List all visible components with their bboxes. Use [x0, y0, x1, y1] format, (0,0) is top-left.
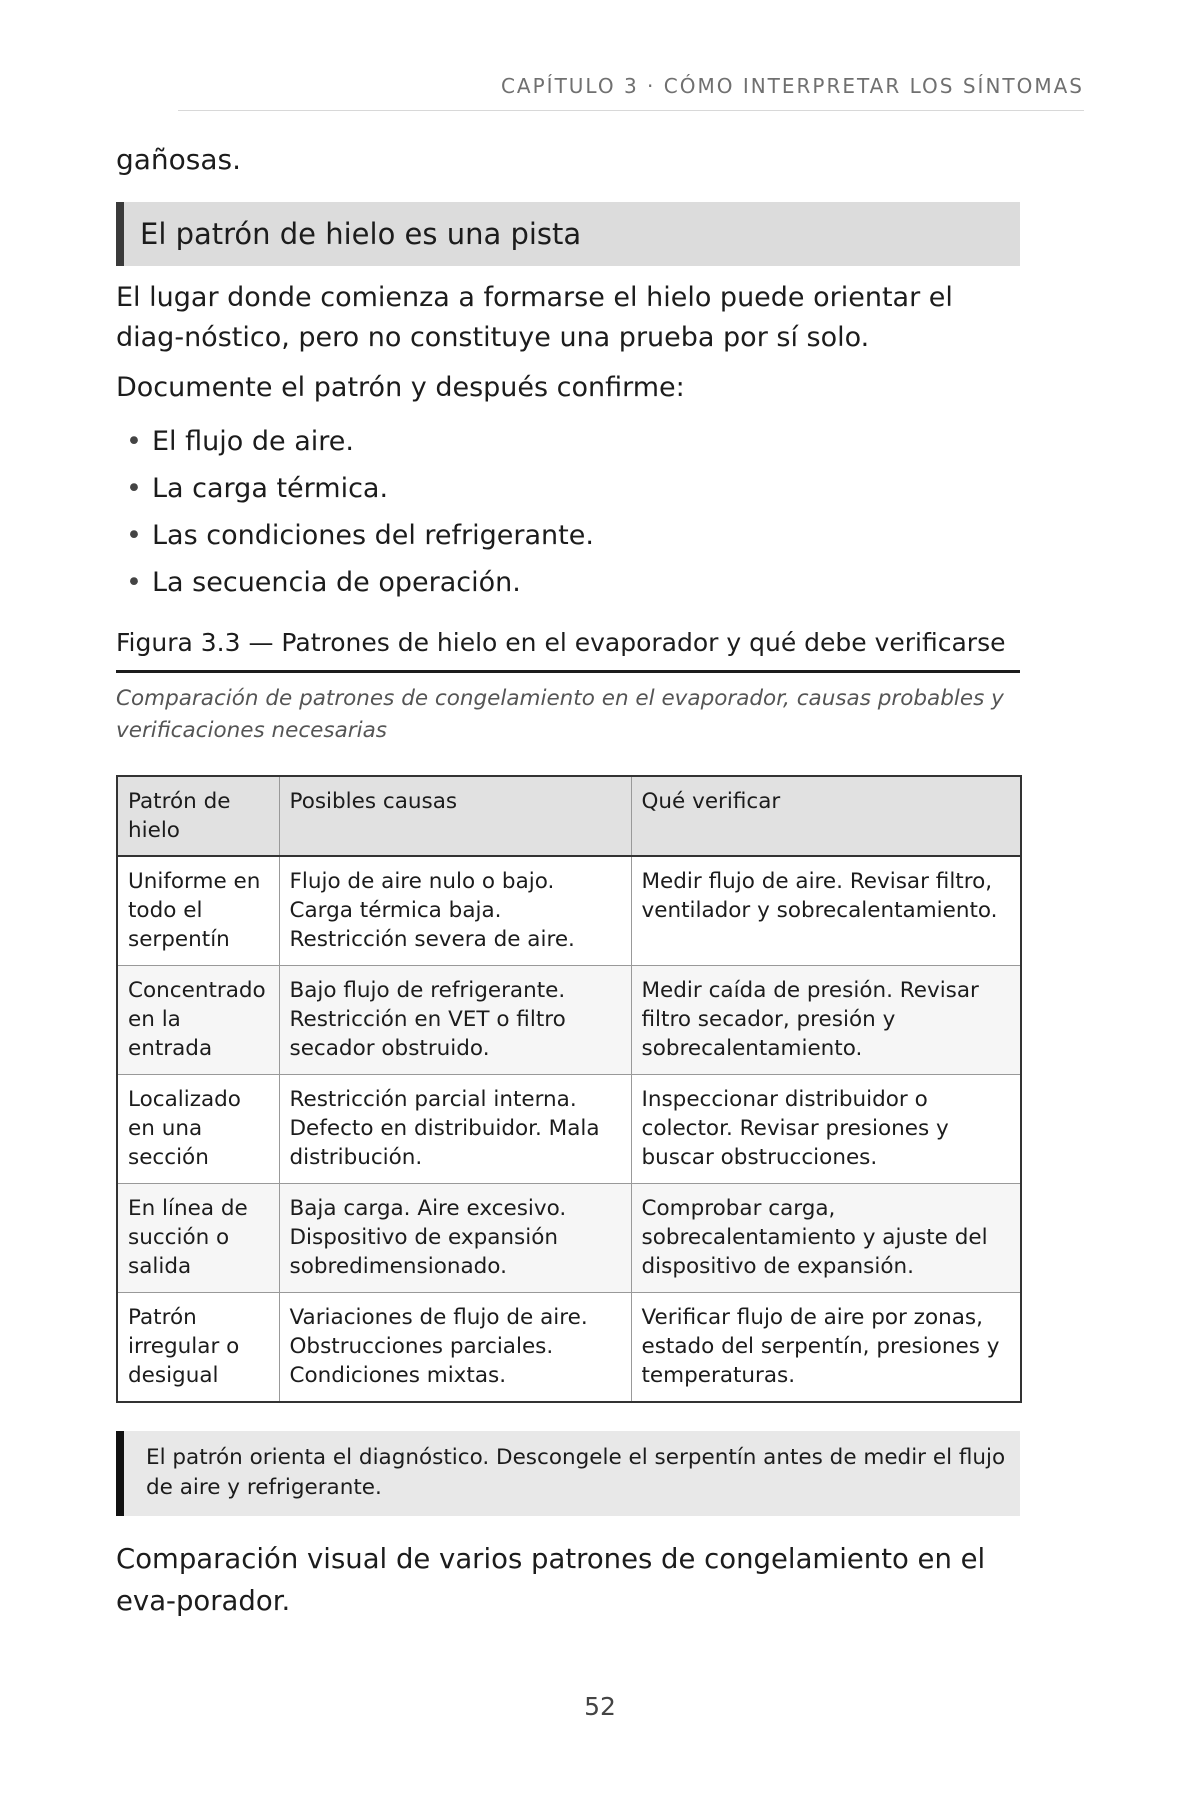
paragraph-intro: El lugar donde comienza a formarse el hielo puede orientar el diag-nóstico, pero no constituye una prueba por sí solo. [116, 282, 953, 353]
table-header-row [117, 776, 1021, 856]
page-number: 52 [584, 1692, 616, 1721]
callout-note: El patrón orienta el diagnóstico. Descongele el serpentín antes de medir el flujo de aire y refrigerante. [116, 1431, 1020, 1516]
table-cell: Patrón irregular o desigual [117, 1293, 279, 1403]
table-cell: Comprobar carga, sobrecalentamiento y ajuste del dispositivo de expansión. [631, 1184, 1021, 1293]
bullet-icon: • [126, 426, 142, 457]
list-item: • La secuencia de operación. [116, 559, 1020, 606]
running-head: CAPÍTULO 3 · CÓMO INTERPRETAR LOS SÍNTOMAS [500, 74, 1084, 98]
table-cell: En línea de succión o salida [117, 1184, 279, 1293]
list-item: • El flujo de aire. [116, 418, 1020, 465]
column-header: Qué verificar [631, 776, 1021, 856]
table-cell: Bajo flujo de refrigerante. Restricción en VET o filtro secador obstruido. [279, 966, 631, 1075]
table-cell: Inspeccionar distribuidor o colector. Revisar presiones y buscar obstrucciones. [631, 1075, 1021, 1184]
table-cell: Medir flujo de aire. Revisar filtro, ventilador y sobrecalentamiento. [631, 856, 1021, 966]
table-row [117, 1075, 1021, 1184]
table-row [117, 1184, 1021, 1293]
ice-pattern-table [116, 775, 1022, 1403]
header-rule [178, 110, 1084, 111]
table-row [117, 1293, 1021, 1403]
bullet-icon: • [126, 520, 142, 551]
column-header: Posibles causas [279, 776, 631, 856]
table-cell: Medir caída de presión. Revisar filtro secador, presión y sobrecalentamiento. [631, 966, 1021, 1075]
table-row [117, 966, 1021, 1075]
bullet-icon: • [126, 473, 142, 504]
table-cell: Uniforme en todo el serpentín [117, 856, 279, 966]
bullet-icon: • [126, 567, 142, 598]
table-cell: Restricción parcial interna. Defecto en distribuidor. Mala distribución. [279, 1075, 631, 1184]
figure-caption: Comparación de patrones de congelamiento en el evaporador, causas probables y verificaciones necesarias [116, 686, 1004, 743]
table-cell: Concentrado en la entrada [117, 966, 279, 1075]
list-item: • Las condiciones del refrigerante. [116, 512, 1020, 559]
figure-title: Figura 3.3 — Patrones de hielo en el evaporador y qué debe verificarse [116, 624, 1020, 673]
column-header: Patrón de hielo [117, 776, 279, 856]
table-cell: Verificar flujo de aire por zonas, estado del serpentín, presiones y temperaturas. [631, 1293, 1021, 1403]
table-cell: Variaciones de flujo de aire. Obstrucciones parciales. Condiciones mixtas. [279, 1293, 631, 1403]
paragraph-instruction: Documente el patrón y después confirme: [116, 372, 685, 403]
table-cell: Flujo de aire nulo o bajo. Carga térmica baja. Restricción severa de aire. [279, 856, 631, 966]
page-body [116, 140, 1020, 1650]
list-item: • La carga térmica. [116, 465, 1020, 512]
checklist [116, 418, 1020, 606]
table-cell: Localizado en una sección [117, 1075, 279, 1184]
section-heading: El patrón de hielo es una pista [116, 202, 1020, 266]
continued-text: gañosas. [116, 143, 242, 176]
closing-paragraph: Comparación visual de varios patrones de congelamiento en el eva-porador. [116, 1543, 986, 1617]
table-cell: Baja carga. Aire excesivo. Dispositivo de expansión sobredimensionado. [279, 1184, 631, 1293]
table-row [117, 856, 1021, 966]
